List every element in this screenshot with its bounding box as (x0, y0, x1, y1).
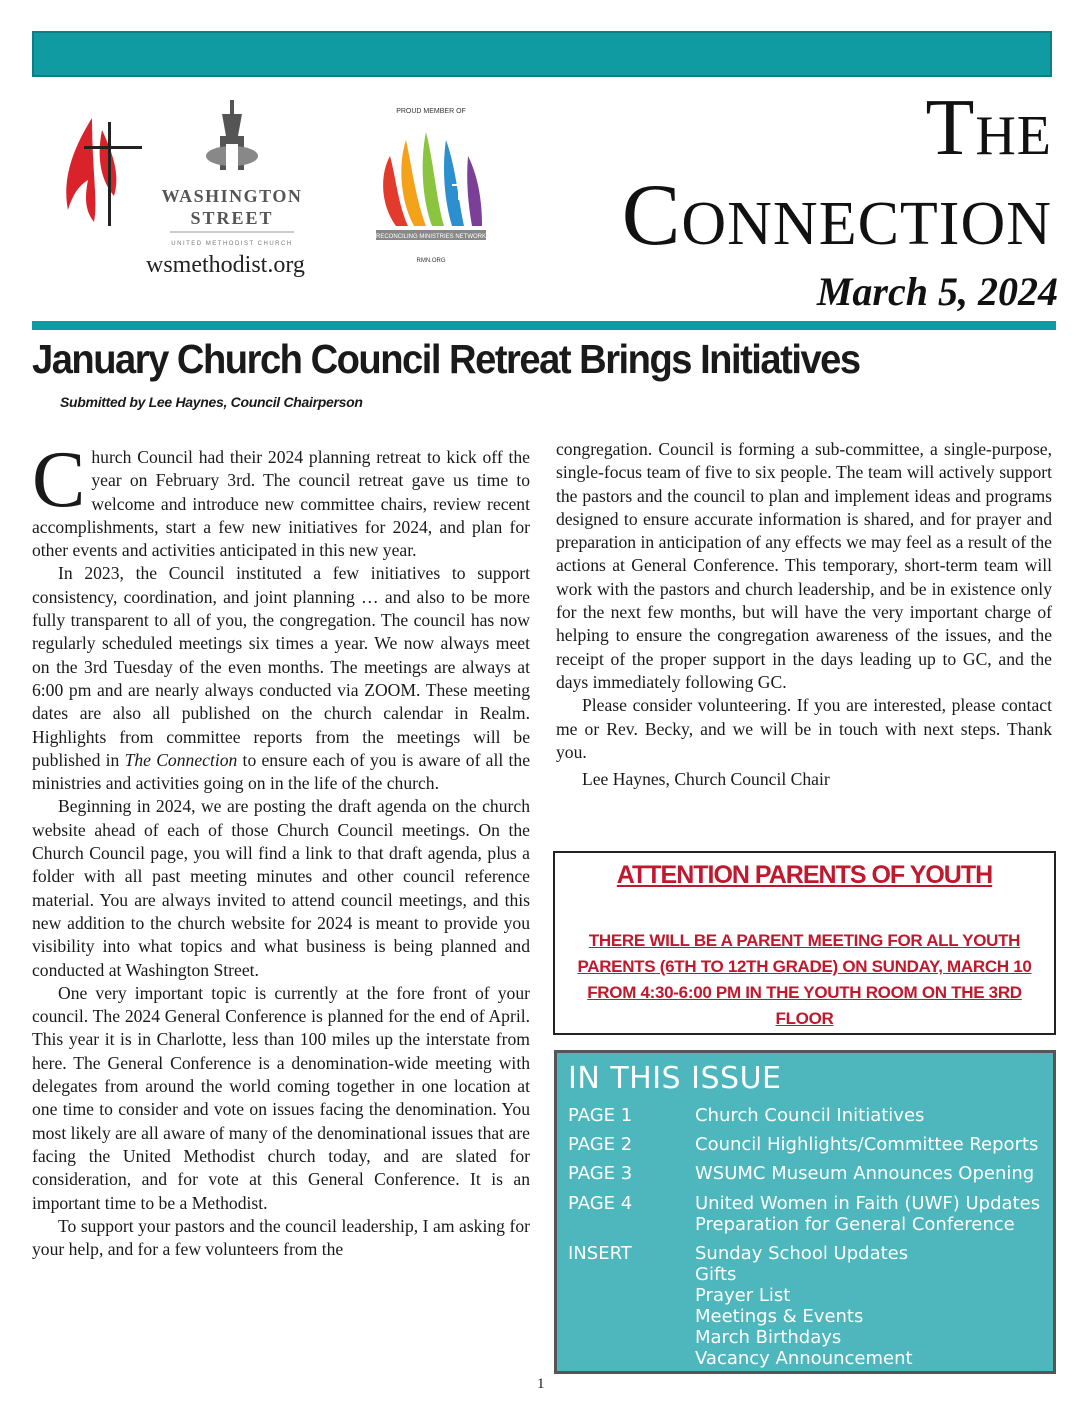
church-name-line2: STREET (190, 208, 274, 228)
issue-items (695, 1243, 1055, 1369)
masthead-connection: Connection (621, 167, 1052, 264)
article-headline: January Church Council Retreat Brings Initiatives (32, 336, 860, 382)
issue-items (695, 1163, 1055, 1184)
in-this-issue-box (554, 1050, 1056, 1374)
page-number: 1 (537, 1376, 545, 1392)
publication-name: The Connection (124, 749, 238, 770)
issue-page-label: PAGE 3 (568, 1163, 633, 1184)
article-column-left (32, 436, 530, 1261)
issue-page-label: PAGE 2 (568, 1134, 633, 1155)
rmn-url: RMN.ORG (416, 258, 446, 264)
article-byline: Submitted by Lee Haynes, Council Chairperson (60, 394, 363, 410)
church-steeple-icon (206, 100, 258, 170)
issue-item[interactable]: WSUMC Museum Announces Opening (695, 1163, 1035, 1184)
paragraph-4: One very important topic is currently at the fore front of your council. The 2024 General Conference is planned for the end of April. This year it is in Charlotte, less than 100 miles up the interstate from here. The General Conference is a denomination-wide meeting with delegates from around the world coming together in one location at one time to consider and vote on issues facing the denomination. You most likely are all aware of many of the denominational issues that are facing the United Methodist church today, and are slated for consideration, and for vote at this General Conference. It is an important time to be a Methodist. (32, 982, 530, 1213)
issue-page-label: INSERT (568, 1243, 632, 1264)
masthead-rule (32, 321, 1056, 330)
paragraph-6: Please consider volunteering. If you are interested, please contact me or Rev. Becky, and we will be in touch with next steps. Thank you. (556, 695, 1052, 762)
rmn-top-text: PROUD MEMBER OF (396, 108, 466, 115)
cross-and-flame-icon (66, 118, 142, 226)
paragraph-5: To support your pastors and the council leadership, I am asking for your help, and for a few volunteers from the (32, 1215, 530, 1260)
issue-items (695, 1193, 1055, 1235)
issue-item[interactable]: Preparation for General Conference (695, 1214, 1015, 1235)
drop-cap: C (32, 436, 86, 524)
top-banner (32, 31, 1052, 77)
issue-item[interactable]: Vacancy Announcement (695, 1348, 913, 1369)
signature: Lee Haynes, Church Council Chair (582, 769, 830, 790)
issue-item[interactable]: Sunday School Updates (695, 1243, 909, 1264)
in-this-issue-title: IN THIS ISSUE (568, 1061, 782, 1096)
paragraph-1: Church Council had their 2024 planning retreat to kick off the year on February 3rd. The council retreat gave us time to welcome and introduce new committee chairs, review recent accomplishments, start a few new initiatives for 2024, and plan for other events and activities anticipated in this new year. (32, 436, 530, 561)
issue-item[interactable]: March Birthdays (695, 1327, 842, 1348)
paragraph-5-continued: congregation. Council is forming a sub-committee, a single-purpose, single-focus team of five to six people. The team will actively support the pastors and the council to plan and implement ideas and programs designed to ensure accurate information is shared, and for prayer and preparation in anticipation of any effects we may feel as a result of the actions at General Conference. This temporary, short-term team will work with the pastors and church leadership, and be in existence only for the next few months, but will have the very important charge of helping to ensure the congregation awareness of the issues, and the receipt of the proper support in the days leading up to GC, and the days immediately following GC. (556, 439, 1052, 692)
issue-items (695, 1134, 1055, 1155)
attention-title: ATTENTION PARENTS OF YOUTH (616, 861, 993, 889)
rmn-logo (372, 104, 490, 266)
issue-items (695, 1105, 1055, 1126)
issue-item[interactable]: Gifts (695, 1264, 737, 1285)
church-subname: UNITED METHODIST CHURCH (171, 241, 293, 247)
website-link[interactable]: wsmethodist.org (146, 252, 305, 278)
masthead-the: The (925, 84, 1052, 172)
paragraph-3: Beginning in 2024, we are posting the draft agenda on the church website ahead of each of those Church Council meetings. On the Church Council page, you will find a link to that draft agenda, plus a folder with all past meeting minutes and other council reference material. You are always invited to attend council meetings, and this new addition to the church website for 2024 is meant to provide you visibility into what topics and what business is being planned and conducted at Washington Street. (32, 796, 530, 980)
attention-body: THERE WILL BE A PARENT MEETING FOR ALL YOUTH PARENTS (6TH TO 12TH GRADE) ON SUNDAY, MARCH 10 FROM 4:30-6:00 PM IN THE YOUTH ROOM ON THE 3RD FLOOR (577, 931, 1032, 1028)
rainbow-figures-icon (383, 132, 482, 226)
issue-page-label: PAGE 4 (568, 1193, 633, 1214)
issue-item[interactable]: United Women in Faith (UWF) Updates (695, 1193, 1041, 1214)
issue-date: March 5, 2024 (816, 269, 1058, 314)
issue-item[interactable]: Prayer List (695, 1285, 791, 1306)
article-column-right (556, 438, 1052, 791)
issue-item[interactable]: Church Council Initiatives (695, 1105, 925, 1126)
attention-box (553, 851, 1056, 1035)
paragraph-2: In 2023, the Council instituted a few initiatives to support consistency, coordination, and joint planning … and also to be more fully transparent to all of you, the congregation. The council has now regularly scheduled meetings six times a year. We now always meet on the 3rd Tuesday of the even months. The meetings are always at 6:00 pm and are nearly always conducted via ZOOM. These meeting dates are also all published on the church calendar in Realm. Highlights from committee reports from the meetings will be published in The Connection to ensure each of you is aware of all the ministries and activities going on in the life of the church. (32, 563, 530, 794)
issue-item[interactable]: Meetings & Events (695, 1306, 864, 1327)
rmn-band-text: RECONCILING MINISTRIES NETWORK (375, 234, 487, 240)
church-name-line1: WASHINGTON (161, 186, 303, 206)
issue-item[interactable]: Council Highlights/Committee Reports (695, 1134, 1039, 1155)
issue-page-label: PAGE 1 (568, 1105, 633, 1126)
